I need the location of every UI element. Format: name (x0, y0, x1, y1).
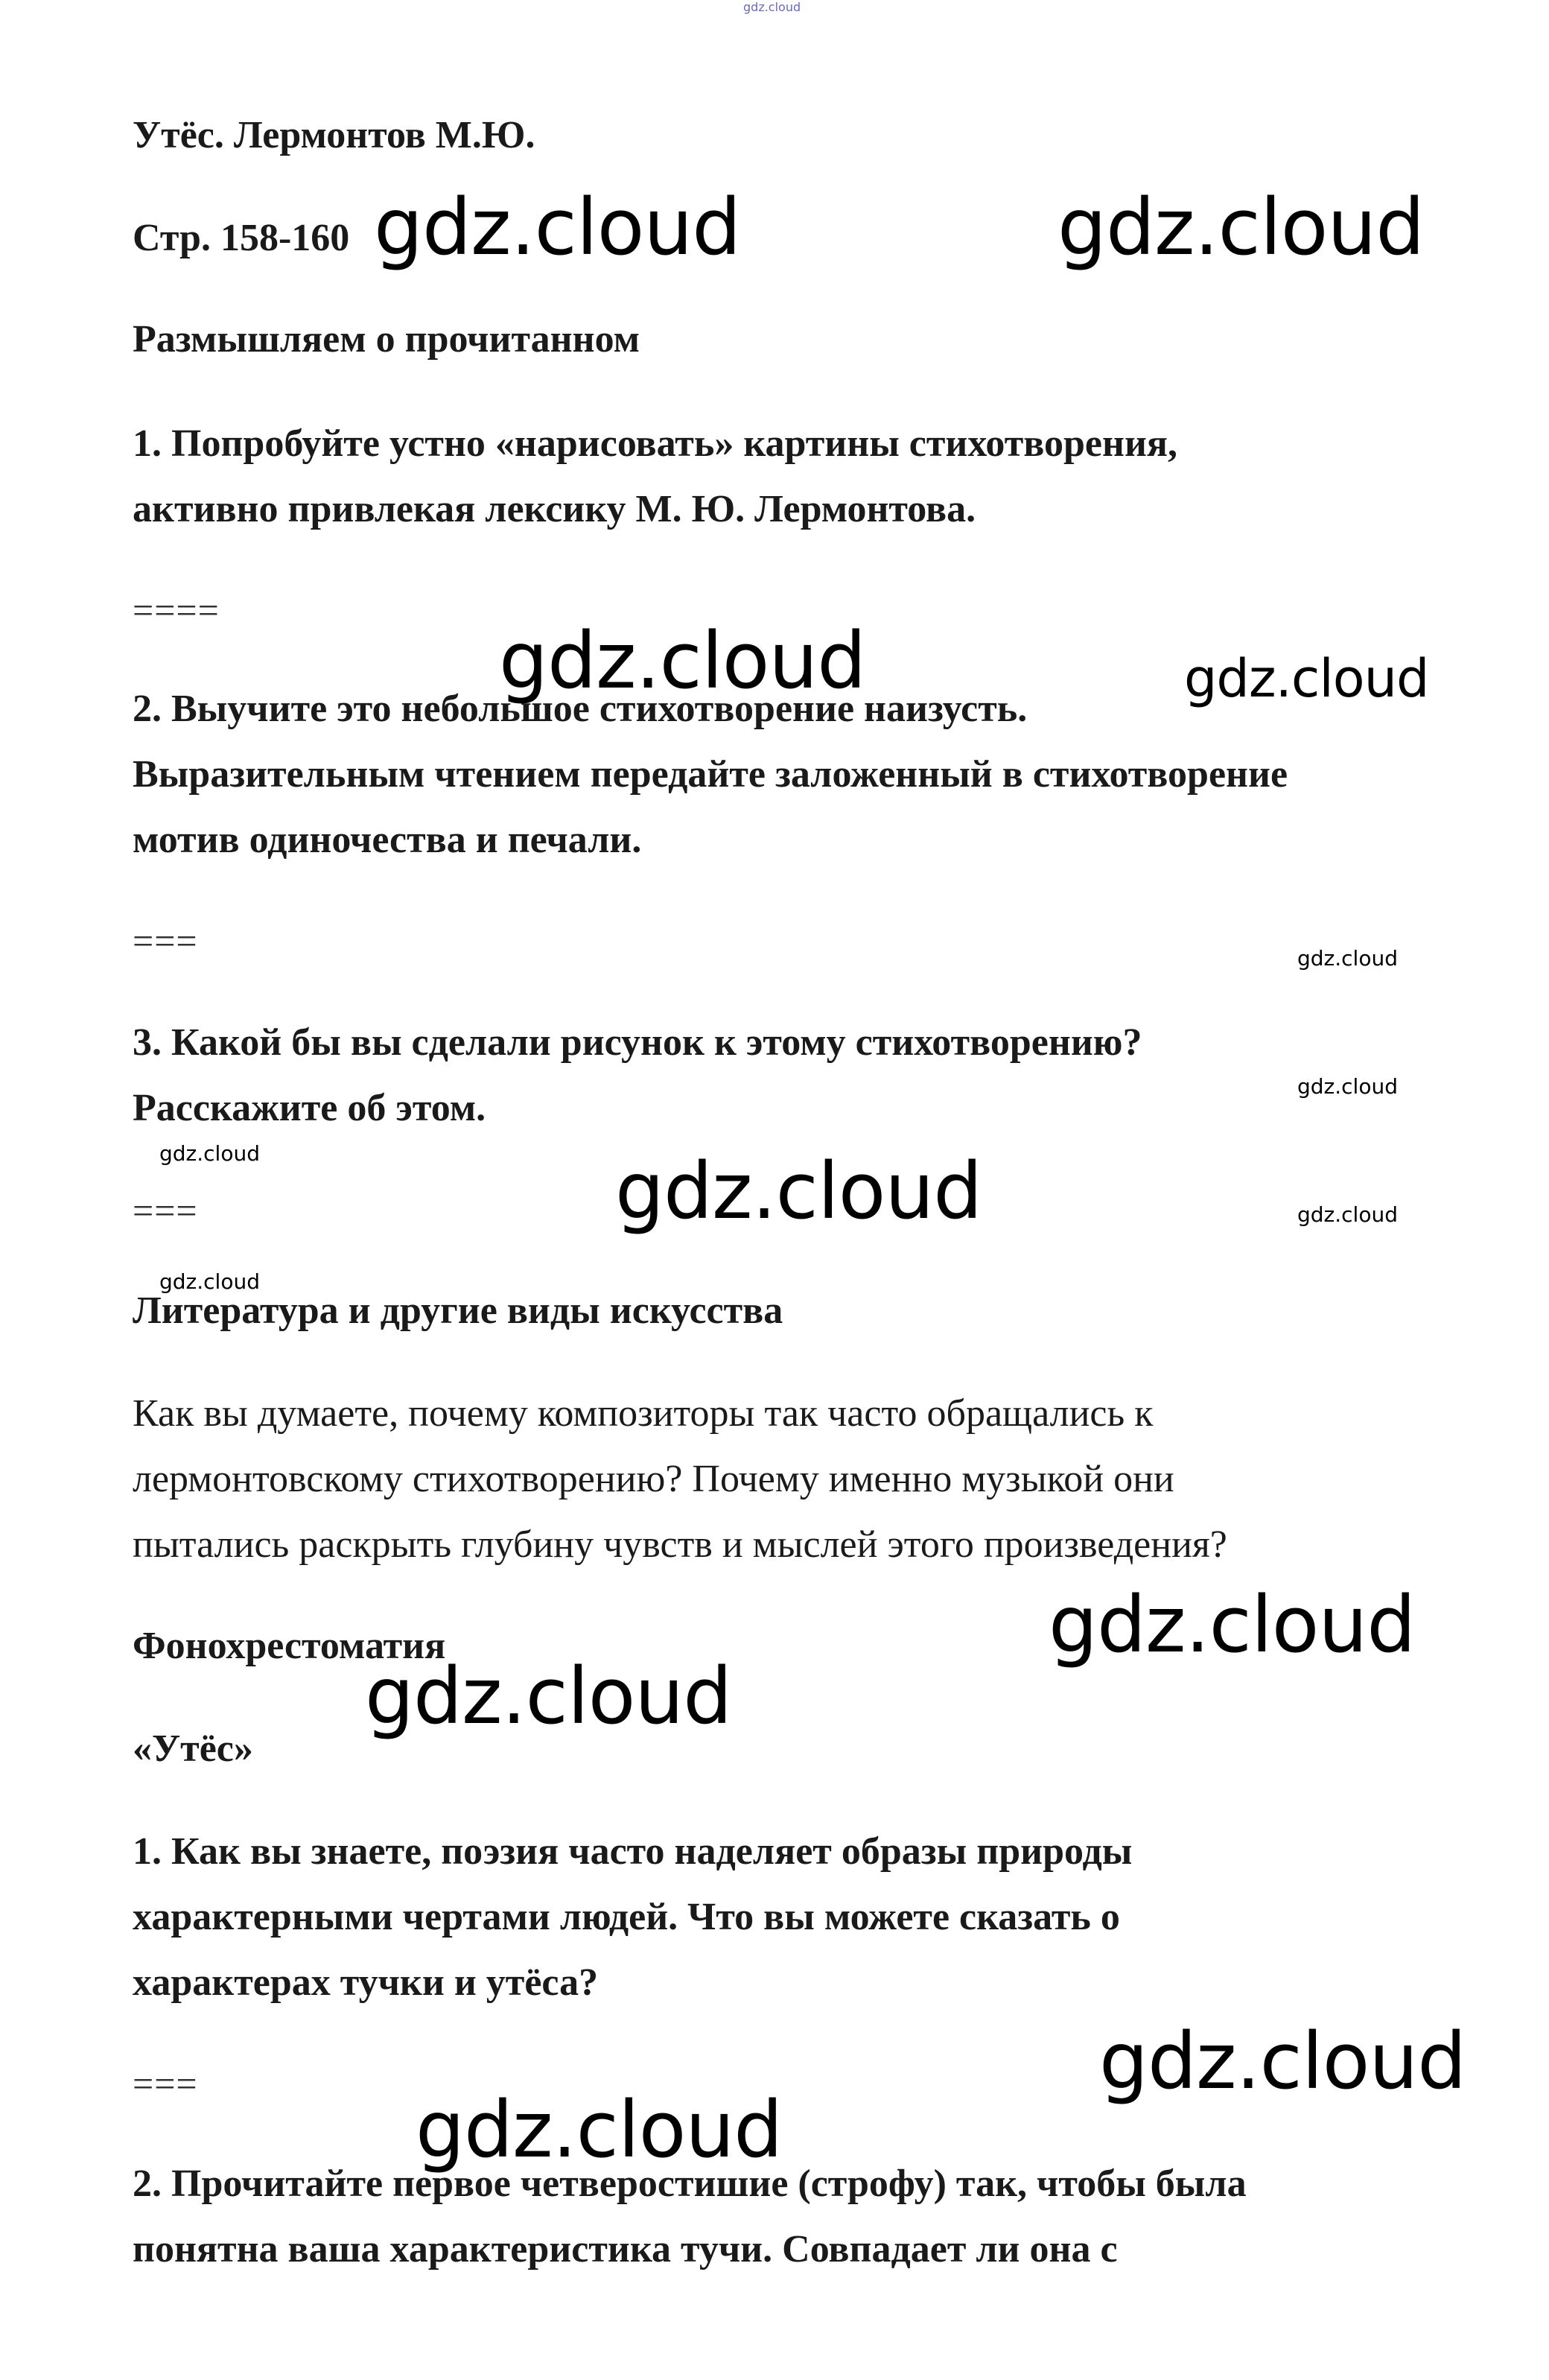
watermark: gdz.cloud (615, 1146, 982, 1237)
watermark: gdz.cloud (374, 182, 741, 273)
watermark: gdz.cloud (1297, 946, 1398, 971)
arts-question-line-3: пытались раскрыть глубину чувств и мыслей этого произведения? (133, 1523, 1227, 1566)
page-range: Стр. 158-160 (133, 217, 350, 259)
separator: === (133, 2063, 198, 2104)
watermark: gdz.cloud (1184, 648, 1429, 709)
question-2-line-2: Выразительным чтением передайте заложенный в стихотворение (133, 753, 1288, 796)
audio-question-1-line-1: 1. Как вы знаете, поэзия часто наделяет образы природы (133, 1830, 1133, 1873)
watermark: gdz.cloud (416, 2084, 783, 2175)
section-heading-reflection: Размышляем о прочитанном (133, 318, 640, 361)
watermark: gdz.cloud (159, 1269, 260, 1294)
poem-title: «Утёс» (133, 1727, 253, 1770)
arts-question-line-2: лермонтовскому стихотворению? Почему именно музыкой они (133, 1458, 1174, 1500)
watermark: gdz.cloud (1297, 1202, 1398, 1227)
separator: === (133, 920, 198, 962)
separator: ==== (133, 589, 220, 631)
question-1-line-2: активно привлекая лексику М. Ю. Лермонтова. (133, 488, 976, 530)
watermark: gdz.cloud (1049, 1579, 1416, 1670)
separator: === (133, 1190, 198, 1231)
audio-question-1-line-3: характерах тучки и утёса? (133, 1961, 599, 2004)
arts-question-line-1: Как вы думаете, почему композиторы так часто обращались к (133, 1392, 1154, 1435)
document-title: Утёс. Лермонтов М.Ю. (133, 114, 535, 156)
question-3-line-2: Расскажите об этом. (133, 1087, 486, 1129)
section-heading-arts: Литература и другие виды искусства (133, 1289, 783, 1332)
section-heading-audio: Фонохрестоматия (133, 1625, 446, 1667)
question-3-line-1: 3. Какой бы вы сделали рисунок к этому стихотворению? (133, 1021, 1142, 1064)
watermark: gdz.cloud (1099, 2016, 1466, 2107)
header-watermark: gdz.cloud (743, 0, 801, 14)
watermark: gdz.cloud (365, 1651, 732, 1742)
question-2-line-3: мотив одиночества и печали. (133, 819, 642, 861)
question-1-line-1: 1. Попробуйте устно «нарисовать» картины стихотворения, (133, 422, 1178, 465)
audio-question-2-line-2: понятна ваша характеристика тучи. Совпадает ли она с (133, 2228, 1118, 2270)
watermark: gdz.cloud (499, 615, 866, 706)
question-2-line-1: 2. Выучите это небольшое стихотворение наизусть. (133, 688, 1028, 730)
audio-question-2-line-1: 2. Прочитайте первое четверостишие (строфу) так, чтобы была (133, 2162, 1247, 2205)
watermark: gdz.cloud (1297, 1074, 1398, 1099)
watermark: gdz.cloud (159, 1141, 260, 1166)
audio-question-1-line-2: характерными чертами людей. Что вы можете сказать о (133, 1896, 1120, 1938)
watermark: gdz.cloud (1057, 182, 1425, 273)
